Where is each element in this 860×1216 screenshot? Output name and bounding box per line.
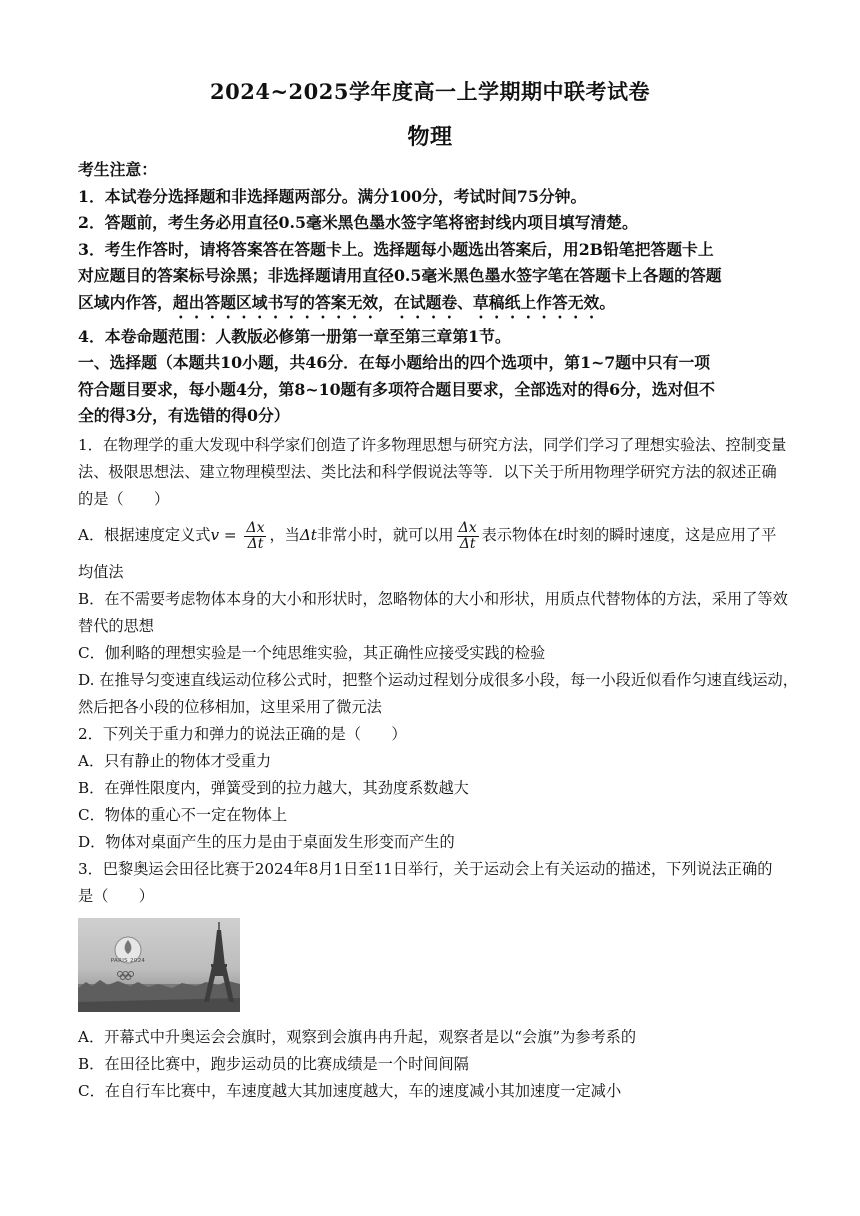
- q1-stem-line-1: 1．在物理学的重大发现中科学家们创造了许多物理思想与研究方法，同学们学习了理想实验法、控制变量: [78, 436, 787, 454]
- photo-caption: PARIS 2024: [110, 958, 146, 964]
- notice-heading: 考生注意：: [78, 160, 157, 179]
- q3-stem-line-1: 3．巴黎奥运会田径比赛于2024年8月1日至11日举行，关于运动会上有关运动的描述，下列说法正确的: [78, 860, 773, 878]
- q1-option-d-line-2: 然后把各小段的位移相加，这里采用了微元法: [78, 698, 382, 716]
- q2-option-a: A．只有静止的物体才受重力: [78, 752, 272, 770]
- q3-option-c: C．在自行车比赛中，车速度越大其加速度越大，车的速度减小其加速度一定减小: [78, 1082, 622, 1100]
- q3-stem-line-2: 是（ ）: [78, 887, 154, 905]
- notice-text: ，: [378, 293, 394, 312]
- notice-text: 。: [599, 293, 616, 312]
- q2-stem: 2．下列关于重力和弹力的说法正确的是（ ）: [78, 725, 407, 743]
- option-text: 非常小时，就可以用: [316, 526, 454, 544]
- velocity-fraction: [457, 521, 479, 552]
- q1-option-a-line-1: [78, 517, 784, 553]
- fraction-numerator: Δx: [458, 519, 477, 536]
- q2-option-b: B．在弹性限度内，弹簧受到的拉力越大，其劲度系数越大: [78, 779, 469, 797]
- q1-option-b-line-2: 替代的思想: [78, 617, 154, 635]
- q2-option-d: D．物体对桌面产生的压力是由于桌面发生形变而产生的: [78, 833, 455, 851]
- paris-2024-photo: [78, 918, 240, 1012]
- velocity-fraction: [244, 521, 266, 552]
- section-1-instructions-line-2: 符合题目要求，每小题4分，第8~10题有多项符合题目要求，全部选对的得6分，选对但不: [78, 380, 715, 399]
- fraction-denominator: Δt: [459, 535, 476, 552]
- q2-option-c: C．物体的重心不一定在物体上: [78, 806, 288, 824]
- delta-t-symbol: Δt: [299, 526, 317, 544]
- option-text: 时刻的瞬时速度，这是应用了平: [563, 526, 777, 544]
- section-1-instructions-line-3: 全的得3分，有选错的得0分）: [78, 406, 290, 425]
- subject-title: 物理: [407, 124, 453, 150]
- paris-olympics-illustration: [78, 918, 240, 1012]
- q1-option-d-line-1: D. 在推导匀变速直线运动位移公式时，把整个运动过程划分成很多小段，每一小段近似看作匀速直线运动，: [78, 671, 798, 689]
- exam-title: 2024~2025学年度高一上学期期中联考试卷: [210, 79, 650, 104]
- notice-item-4: 4．本卷命题范围：人教版必修第一册第一章至第三章第1节。: [78, 327, 511, 346]
- notice-item-1: 1．本试卷分选择题和非选择题两部分。满分100分，考试时间75分钟。: [78, 187, 587, 206]
- notice-text: 区域内作答，: [78, 293, 173, 312]
- emphasized-text: 超出答题区域书写的答案无效: [172, 293, 379, 312]
- q1-option-b-line-1: B．在不需要考虑物体本身的大小和形状时，忽略物体的大小和形状，用质点代替物体的方法，采用了等效: [78, 590, 788, 608]
- velocity-symbol: v: [210, 526, 220, 544]
- q1-option-a-line-2: 均值法: [78, 563, 124, 581]
- notice-item-2: 2．答题前，考生务必用直径0.5毫米黑色墨水签字笔将密封线内项目填写清楚。: [78, 213, 638, 232]
- fraction-denominator: Δt: [247, 535, 264, 552]
- emphasized-text: 在试题卷、草稿纸上作答无效: [393, 293, 600, 312]
- notice-item-3-line-3: [78, 293, 784, 322]
- option-text: ，当: [269, 526, 300, 544]
- section-1-instructions-line-1: 一、选择题（本题共10小题，共46分．在每小题给出的四个选项中，第1~7题中只有一项: [78, 353, 711, 372]
- q1-stem-line-3: 的是（ ）: [78, 490, 170, 508]
- option-text: A．根据速度定义式: [78, 526, 211, 544]
- q1-option-c: C．伽利略的理想实验是一个纯思维实验，其正确性应接受实践的检验: [78, 644, 546, 662]
- equals-sign: =: [219, 526, 242, 544]
- notice-item-3-line-1: 3．考生作答时，请将答案答在答题卡上。选择题每小题选出答案后，用2B铅笔把答题卡上: [78, 240, 714, 259]
- olympic-rings-icon: [117, 971, 133, 979]
- q1-stem-line-2: 法、极限思想法、建立物理模型法、类比法和科学假说法等等．以下关于所用物理学研究方法的叙述正确: [78, 463, 777, 481]
- fraction-numerator: Δx: [246, 519, 265, 536]
- notice-item-3-line-2: 对应题目的答案标号涂黑；非选择题请用直径0.5毫米黑色墨水签字笔在答题卡上各题的答题: [78, 266, 722, 285]
- q3-option-a: A．开幕式中升奥运会会旗时，观察到会旗冉冉升起，观察者是以“会旗”为参考系的: [78, 1028, 637, 1046]
- time-symbol: t: [557, 526, 564, 544]
- option-text: 表示物体在: [481, 526, 558, 544]
- q3-option-b: B．在田径比赛中，跑步运动员的比赛成绩是一个时间间隔: [78, 1055, 469, 1073]
